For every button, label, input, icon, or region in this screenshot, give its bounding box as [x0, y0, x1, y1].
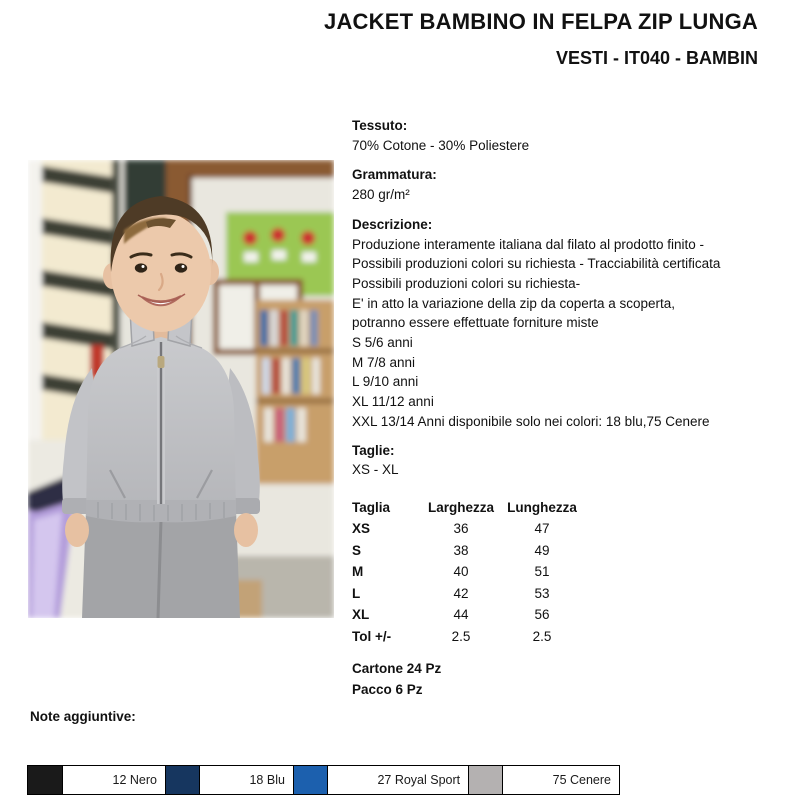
- taglie-value: XS - XL: [352, 462, 399, 478]
- page-title: JACKET BAMBINO IN FELPA ZIP LUNGA: [324, 9, 758, 34]
- descrizione-line: potranno essere effettuate forniture miste: [352, 315, 599, 331]
- table-row-tolerance: Tol +/-: [352, 628, 392, 644]
- boy-in-gray-zip-jacket-photo: [28, 160, 334, 618]
- product-info: [352, 116, 792, 700]
- table-row-width: 36: [453, 521, 469, 537]
- table-row-length: 56: [534, 607, 550, 623]
- table-row-size: L: [352, 585, 361, 601]
- size-age-line: XL 11/12 anni: [352, 394, 434, 410]
- color-swatch-27-royal-sport: [293, 766, 328, 794]
- table-row-width: 42: [453, 585, 469, 601]
- size-age-line: XXL 13/14 Anni disponibile solo nei colori: 18 blu,75 Cenere: [352, 413, 710, 429]
- size-age-line: L 9/10 anni: [352, 374, 419, 390]
- packaging-info: [352, 658, 792, 700]
- color-label-27-royal-sport: 27 Royal Sport: [328, 766, 468, 794]
- zipper-pull: [158, 356, 165, 368]
- descrizione-line: E' in atto la variazione della zip da coperta a scoperta,: [352, 295, 676, 311]
- color-label-75-cenere: 75 Cenere: [503, 766, 619, 794]
- product-code: VESTI - IT040 - BAMBIN: [555, 48, 758, 68]
- tessuto-label: Tessuto:: [352, 118, 408, 133]
- table-row-width: 44: [453, 607, 469, 623]
- color-label-12-nero: 12 Nero: [63, 766, 165, 794]
- grammatura-value: 280 gr/m²: [352, 187, 410, 203]
- size-table: [352, 497, 792, 648]
- table-row-width: 38: [453, 542, 469, 558]
- table-row-size: M: [352, 564, 364, 580]
- tessuto-value: 70% Cotone - 30% Poliestere: [352, 137, 530, 153]
- taglie-label: Taglie:: [352, 442, 395, 458]
- color-swatch-75-cenere: [468, 766, 503, 794]
- col-header-lunghezza: Lunghezza: [507, 499, 577, 515]
- table-row-length: 47: [534, 521, 550, 537]
- size-age-line: S 5/6 anni: [352, 335, 413, 351]
- table-row-size: S: [352, 542, 362, 558]
- pacco-info: Pacco 6 Pz: [352, 682, 423, 698]
- col-header-taglia: Taglia: [352, 499, 391, 515]
- cartone-info: Cartone 24 Pz: [352, 661, 442, 677]
- table-row-length: 2.5: [532, 628, 552, 644]
- table-row-length: 51: [534, 564, 550, 580]
- grammatura-label: Grammatura:: [352, 167, 437, 183]
- color-label-18-blu: 18 Blu: [200, 766, 293, 794]
- product-photo: [28, 160, 334, 618]
- table-row-width: 40: [453, 564, 469, 580]
- descrizione-line: Possibili produzioni colori su richiesta - Tracciabilità certificata: [352, 256, 721, 272]
- table-row-size: XL: [352, 607, 370, 623]
- color-swatch-12-nero: [28, 766, 63, 794]
- color-swatch-18-blu: [165, 766, 200, 794]
- descrizione-label: Descrizione:: [352, 216, 433, 232]
- descrizione-line: Possibili produzioni colori su richiesta-: [352, 275, 581, 291]
- right-hand: [234, 513, 258, 547]
- table-row-size: XS: [352, 521, 371, 537]
- header: [324, 10, 758, 68]
- descrizione-line: Produzione interamente italiana dal filato al prodotto finito -: [352, 236, 704, 252]
- table-row-length: 53: [534, 585, 550, 601]
- left-hand: [65, 513, 89, 547]
- table-row-width: 2.5: [451, 628, 471, 644]
- notes-label: Note aggiuntive:: [30, 709, 136, 724]
- col-header-larghezza: Larghezza: [427, 499, 495, 515]
- table-row-length: 49: [534, 542, 550, 558]
- color-options-bar: [27, 765, 620, 795]
- size-age-line: M 7/8 anni: [352, 354, 416, 370]
